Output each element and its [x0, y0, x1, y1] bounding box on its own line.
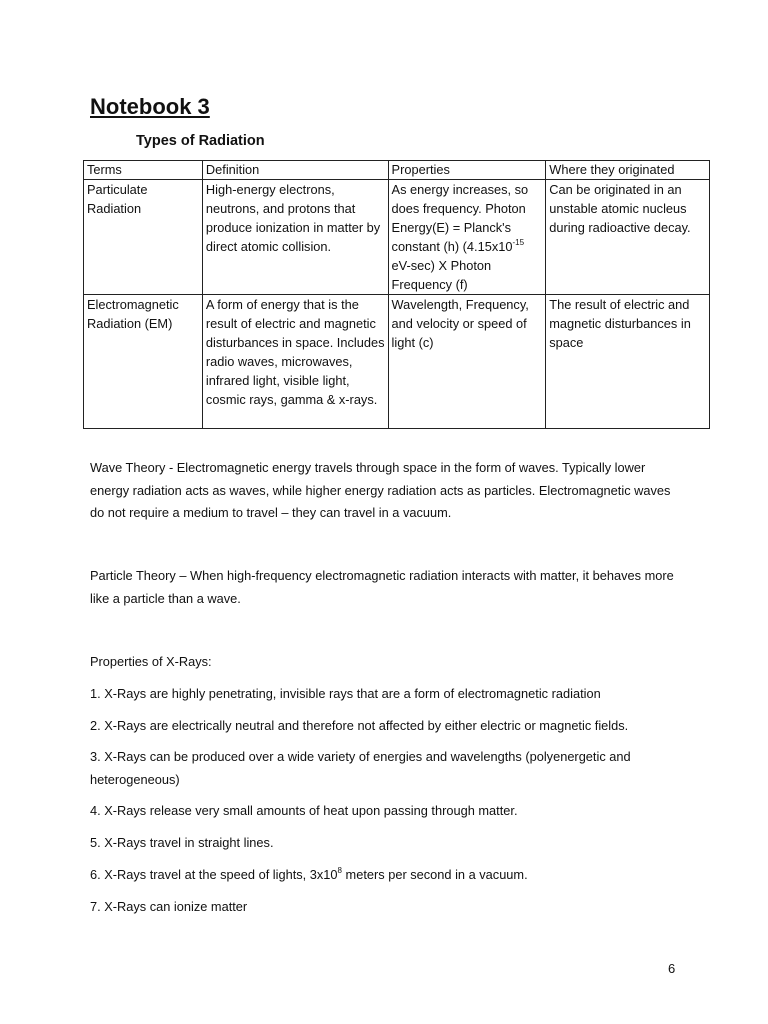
- header-origin: Where they originated: [546, 161, 710, 180]
- xray-properties-heading: Properties of X-Rays:: [90, 654, 212, 669]
- page-number: 6: [668, 961, 676, 976]
- table-header-row: [84, 161, 710, 180]
- cell-properties: [388, 180, 546, 295]
- cell-origin: The result of electric and magnetic disturbances in space: [546, 295, 710, 429]
- cell-term: Particulate Radiation: [84, 180, 203, 295]
- list-item: 1. X-Rays are highly penetrating, invisible rays that are a form of electromagnetic radiation: [90, 686, 601, 701]
- cell-definition: High-energy electrons, neutrons, and protons that produce ionization in matter by direct atomic collision.: [202, 180, 388, 295]
- exponent: -15: [512, 237, 525, 247]
- table-row: [84, 295, 710, 429]
- cell-term: Electromagnetic Radiation (EM): [84, 295, 203, 429]
- header-terms: Terms: [84, 161, 203, 180]
- page-title: Notebook 3: [90, 94, 210, 119]
- list-item: 3. X-Rays can be produced over a wide variety of energies and wavelengths (polyenergetic and heterogeneous): [90, 749, 631, 787]
- particle-theory-paragraph: Particle Theory – When high-frequency electromagnetic radiation interacts with matter, it behaves more like a particle than a wave.: [90, 568, 674, 606]
- section-title: Types of Radiation: [136, 133, 265, 149]
- header-properties: Properties: [388, 161, 546, 180]
- cell-definition: A form of energy that is the result of electric and magnetic disturbances in space. Includes radio waves, microwaves, infrared light, visible light, cosmic rays, gamma & x-rays.: [202, 295, 388, 429]
- cell-properties: Wavelength, Frequency, and velocity or speed of light (c): [388, 295, 546, 429]
- wave-theory-paragraph: Wave Theory - Electromagnetic energy travels through space in the form of waves. Typically lower energy radiation acts as waves, while higher energy radiation acts as particles. Electromagnetic waves do not require a medium to travel – they can travel in a vacuum.: [90, 460, 671, 520]
- list-item: 7. X-Rays can ionize matter: [90, 899, 248, 914]
- exponent: 8: [337, 865, 342, 875]
- list-item-text-end: meters per second in a vacuum.: [342, 867, 528, 882]
- header-definition: Definition: [202, 161, 388, 180]
- list-item: 5. X-Rays travel in straight lines.: [90, 835, 274, 850]
- properties-text: As energy increases, so does frequency. Photon Energy(E) = Planck's constant (h) (4.15x10: [391, 182, 529, 254]
- properties-text-end: eV-sec) X Photon Frequency (f): [391, 258, 492, 292]
- list-item-text: 6. X-Rays travel at the speed of lights, 3x10: [90, 867, 338, 882]
- list-item: 4. X-Rays release very small amounts of heat upon passing through matter.: [90, 803, 518, 818]
- table-row: [84, 180, 710, 295]
- radiation-types-table: [83, 160, 710, 429]
- list-item: [90, 864, 675, 887]
- list-item: 2. X-Rays are electrically neutral and therefore not affected by either electric or magnetic fields.: [90, 718, 629, 733]
- cell-origin: Can be originated in an unstable atomic nucleus during radioactive decay.: [546, 180, 710, 295]
